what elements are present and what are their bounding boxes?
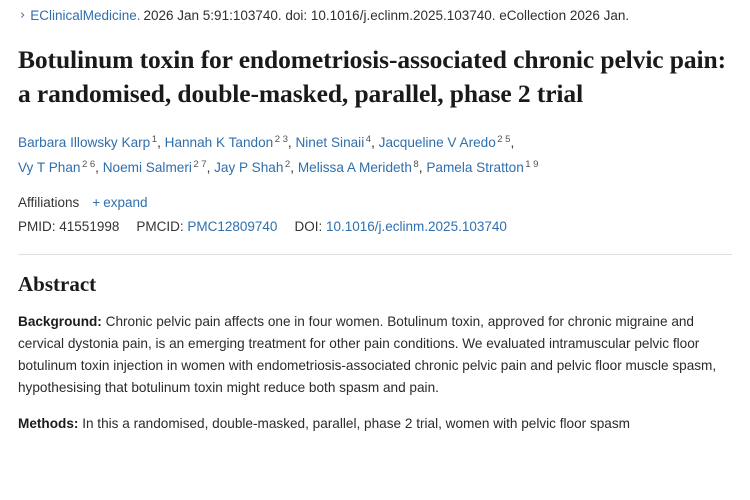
section-divider xyxy=(18,254,732,255)
author-link[interactable]: Noemi Salmeri xyxy=(102,160,192,176)
author-entry xyxy=(426,160,538,175)
pmid-value: 41551998 xyxy=(59,219,120,235)
affiliation-ref[interactable]: 2 xyxy=(193,158,199,170)
expand-affiliations-button[interactable] xyxy=(92,195,147,210)
author-link[interactable]: Barbara Illowsky Karp xyxy=(18,135,151,151)
author-link[interactable]: Jay P Shah xyxy=(214,160,284,176)
affiliation-ref[interactable]: 5 xyxy=(505,133,511,145)
affiliation-ref[interactable]: 1 xyxy=(525,158,531,170)
author-link[interactable]: Melissa A Merideth xyxy=(297,160,412,176)
journal-link[interactable]: EClinicalMedicine. xyxy=(30,8,141,23)
affiliations-label: Affiliations xyxy=(18,195,80,211)
author-entry: Barbara Illowsky Karp $^1$, xyxy=(18,133,165,151)
affiliation-ref[interactable]: 6 xyxy=(89,158,96,170)
author-entry: Hannah K Tandon $^2$ $^3$, xyxy=(164,133,296,151)
author-link[interactable]: Ninet Sinaii xyxy=(295,135,365,151)
abstract-paragraph-background xyxy=(18,311,732,399)
expand-label: expand xyxy=(103,195,148,211)
doi-link[interactable]: 10.1016/j.eclinm.2025.103740 xyxy=(325,219,507,235)
paragraph-text: Chronic pelvic pain affects one in four women. Botulinum toxin, approved for chronic migraine and cervical dystonia pain, is an emerging treatment for other pain conditions. We evaluated intramuscular pelvic floor botulinum toxin injection in women with endometriosis-associated chronic pelvic pain and pelvic floor muscle spasm, hypothesising that botulinum toxin might reduce both spasm and pain. xyxy=(18,314,717,396)
author-link[interactable]: Pamela Stratton xyxy=(426,160,524,176)
affiliation-ref[interactable]: 2 xyxy=(497,133,503,145)
author-entry: Vy T Phan $^2$ $^6$, xyxy=(18,158,103,176)
author-link[interactable]: Hannah K Tandon xyxy=(164,135,274,151)
abstract-paragraph-methods xyxy=(18,413,732,435)
paragraph-label: Background: xyxy=(18,314,102,330)
author-entry: Ninet Sinaii $^4$, xyxy=(295,133,379,151)
affiliation-ref[interactable]: 3 xyxy=(282,133,288,145)
author-list xyxy=(18,130,718,180)
paragraph-text: In this a randomised, double-masked, parallel, phase 2 trial, women with pelvic floor spasm xyxy=(78,415,630,431)
paragraph-label: Methods: xyxy=(18,415,79,431)
affiliation-ref[interactable]: 1 xyxy=(151,133,158,145)
pmcid-label: PMCID: xyxy=(136,219,184,235)
page-title: Botulinum toxin for endometriosis-associated chronic pelvic pain: a randomised, double-masked, parallel, phase 2 trial xyxy=(18,45,726,109)
affiliation-ref[interactable]: 9 xyxy=(533,158,539,170)
citation-details: 2026 Jan 5:91:103740. doi: 10.1016/j.eclinm.2025.103740. eCollection 2026 Jan. xyxy=(143,8,630,23)
affiliations-row xyxy=(18,195,732,210)
pmcid-link[interactable]: PMC12809740 xyxy=(187,219,278,235)
citation-bar xyxy=(18,0,732,25)
plus-icon: + xyxy=(92,195,101,211)
affiliation-ref[interactable]: 8 xyxy=(413,158,419,170)
doi-label: DOI: xyxy=(294,219,323,235)
author-entry: Melissa A Merideth $^8$, xyxy=(297,158,427,176)
author-entry: Jay P Shah $^2$, xyxy=(214,158,298,176)
affiliation-ref[interactable]: 2 xyxy=(284,158,291,170)
affiliation-ref[interactable]: 4 xyxy=(365,133,372,145)
affiliation-ref[interactable]: 2 xyxy=(274,133,281,145)
affiliation-ref[interactable]: 7 xyxy=(201,158,207,170)
author-link[interactable]: Jacqueline V Aredo xyxy=(378,135,496,151)
abstract-heading: Abstract xyxy=(18,272,97,297)
pmid-label: PMID: xyxy=(18,219,56,235)
chevron-right-icon[interactable]: › xyxy=(20,8,26,24)
affiliation-ref[interactable]: 2 xyxy=(81,158,88,170)
identifiers-row xyxy=(18,219,732,234)
author-entry: Noemi Salmeri $^2$ $^7$, xyxy=(102,158,215,176)
author-link[interactable]: Vy T Phan xyxy=(18,160,81,176)
author-entry: Jacqueline V Aredo $^2$ $^5$, xyxy=(378,133,515,151)
